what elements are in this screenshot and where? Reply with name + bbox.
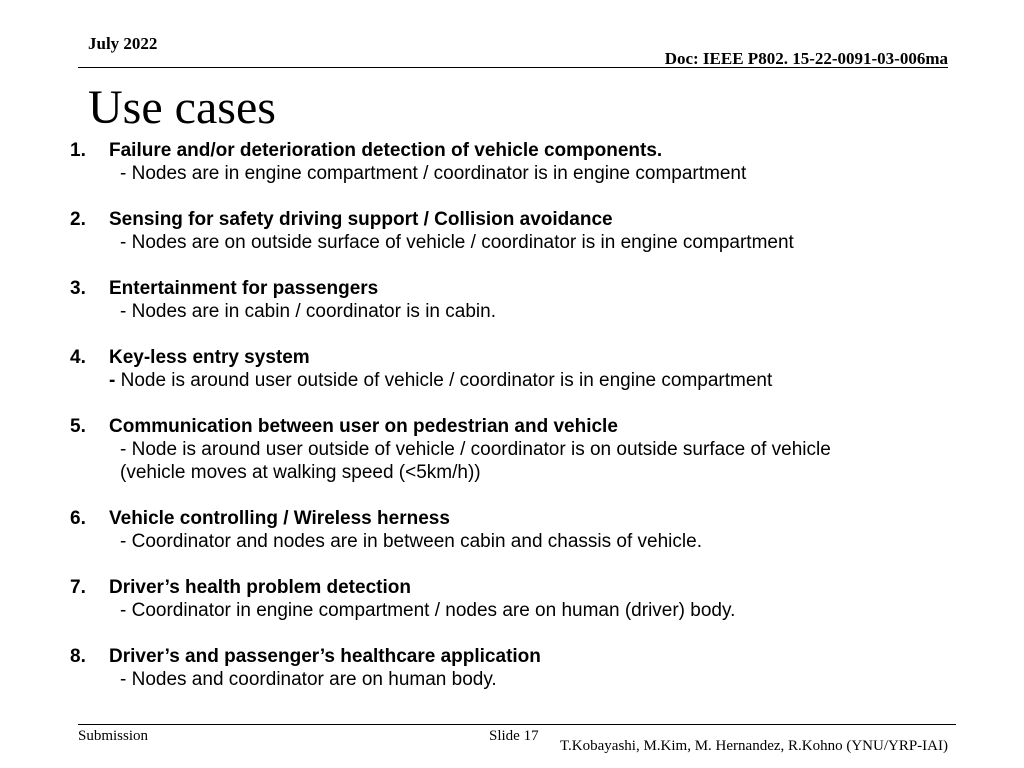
header-rule	[78, 67, 948, 68]
use-case-number: 3.	[70, 278, 86, 299]
footer-rule	[78, 724, 956, 725]
header-date: July 2022	[88, 34, 158, 53]
use-case-detail-text: Node is around user outside of vehicle / coordinator is in engine compartment	[115, 370, 773, 391]
use-case-number: 5.	[70, 416, 86, 437]
use-case-detail: - Node is around user outside of vehicle / coordinator is on outside surface of vehicle	[120, 439, 831, 460]
use-case-heading: Key-less entry system	[109, 347, 310, 368]
use-case-dash: -	[109, 370, 116, 391]
use-case-number: 7.	[70, 577, 86, 598]
use-case-item	[70, 208, 970, 254]
use-case-heading: Failure and/or deterioration detection of vehicle components.	[109, 140, 663, 161]
use-case-number: 1.	[70, 140, 86, 161]
use-case-item	[70, 415, 970, 484]
use-case-heading: Communication between user on pedestrian and vehicle	[109, 416, 618, 437]
use-case-heading: Driver’s health problem detection	[109, 577, 411, 598]
use-case-detail: - Nodes and coordinator are on human body.	[120, 669, 497, 690]
footer-authors: T.Kobayashi, M.Kim, M. Hernandez, R.Kohno (YNU/YRP-IAI)	[560, 738, 948, 754]
use-case-number: 8.	[70, 646, 86, 667]
use-case-heading: Vehicle controlling / Wireless herness	[109, 508, 450, 529]
use-case-item	[70, 277, 970, 323]
use-case-heading: Driver’s and passenger’s healthcare application	[109, 646, 541, 667]
use-case-item	[70, 139, 970, 185]
header-doc-id: Doc: IEEE P802. 15-22-0091-03-006ma	[664, 49, 948, 68]
slide-title: Use cases	[88, 81, 276, 134]
use-case-detail: (vehicle moves at walking speed (<5km/h))	[120, 462, 481, 483]
footer-submission: Submission	[78, 728, 149, 744]
use-case-detail: - Coordinator and nodes are in between cabin and chassis of vehicle.	[120, 531, 702, 552]
use-case-number: 2.	[70, 209, 86, 230]
use-case-item	[70, 507, 970, 553]
footer-slide-number: Slide 17	[489, 728, 539, 744]
use-case-number: 4.	[70, 347, 86, 368]
use-case-detail: - Coordinator in engine compartment / nodes are on human (driver) body.	[120, 600, 736, 621]
use-case-item	[70, 576, 970, 622]
use-case-heading: Sensing for safety driving support / Collision avoidance	[109, 209, 613, 230]
use-case-detail: - Nodes are on outside surface of vehicle / coordinator is in engine compartment	[120, 232, 794, 253]
use-case-list	[70, 139, 970, 691]
use-case-detail: - Nodes are in engine compartment / coordinator is in engine compartment	[120, 163, 747, 184]
use-case-detail	[109, 369, 970, 392]
use-case-heading: Entertainment for passengers	[109, 278, 379, 299]
use-case-number: 6.	[70, 508, 86, 529]
use-case-item	[70, 346, 970, 392]
use-case-detail: - Nodes are in cabin / coordinator is in cabin.	[120, 301, 496, 322]
use-case-item	[70, 645, 970, 691]
